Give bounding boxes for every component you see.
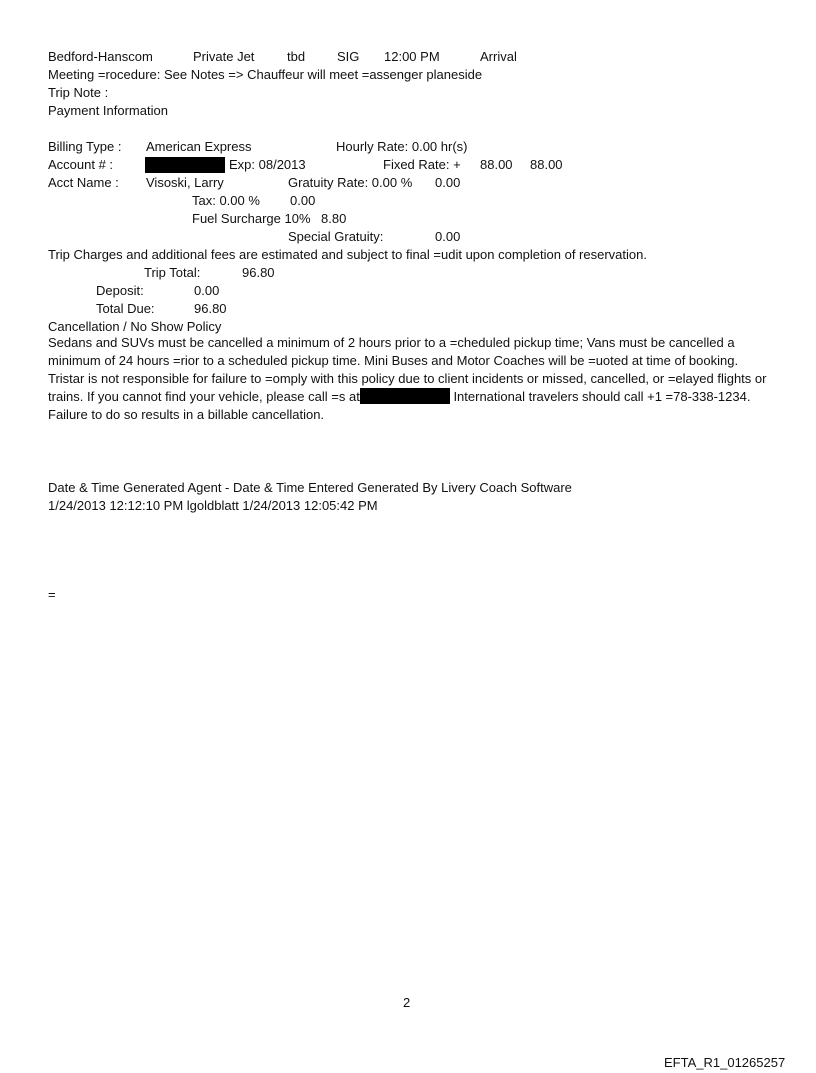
- deposit-label: Deposit:: [96, 283, 144, 298]
- gratuity-amount: 0.00: [435, 175, 461, 190]
- trip-flight: tbd: [287, 49, 306, 64]
- document-id: EFTA_R1_01265257: [664, 1055, 786, 1070]
- trip-time: 12:00 PM: [384, 49, 440, 64]
- generated-values: 1/24/2013 12:12:10 PM lgoldblatt 1/24/2013 12:05:42 PM: [48, 498, 378, 513]
- payment-info-label: Payment Information: [48, 103, 168, 118]
- account-label: Account # :: [48, 157, 114, 172]
- billing-type-value: American Express: [146, 139, 252, 154]
- special-gratuity-label: Special Gratuity:: [288, 229, 384, 244]
- trip-type: Arrival: [480, 49, 517, 64]
- tax-amount: 0.00: [290, 193, 316, 208]
- policy-text-after: International travelers should call +1 =78-338-1234. Failure to do so results in a billable cancellation.: [48, 389, 751, 422]
- policy-text: [48, 334, 776, 424]
- policy-text-before: Sedans and SUVs must be cancelled a minimum of 2 hours prior to a =cheduled pickup time; Vans must be cancelled a minimum of 24 hours =rior to a scheduled pickup time. Mini Buses and Motor Coaches will be =uoted at time of booking. Tristar is not responsible for failure to =omply with this policy due to client incidents or missed, cancelled, or =elayed flights or trains. If you cannot find your vehicle, please call =s at: [48, 335, 767, 404]
- acct-name-value: Visoski, Larry: [146, 175, 224, 190]
- deposit-value: 0.00: [194, 283, 220, 298]
- acct-name-label: Acct Name :: [48, 175, 119, 190]
- gratuity-rate: Gratuity Rate: 0.00 %: [288, 175, 413, 190]
- generated-header: Date & Time Generated Agent - Date & Time Entered Generated By Livery Coach Software: [48, 480, 572, 495]
- trip-vehicle: Private Jet: [193, 49, 255, 64]
- policy-title: Cancellation / No Show Policy: [48, 319, 222, 334]
- hourly-rate: Hourly Rate: 0.00 hr(s): [336, 139, 468, 154]
- billing-type-label: Billing Type :: [48, 139, 122, 154]
- fuel-amount: 8.80: [321, 211, 347, 226]
- trip-total-label: Trip Total:: [144, 265, 201, 280]
- total-due-value: 96.80: [194, 301, 227, 316]
- tax-rate: Tax: 0.00 %: [192, 193, 260, 208]
- page-number: 2: [403, 995, 411, 1010]
- fixed-rate-value: 88.00: [480, 157, 513, 172]
- fuel-surcharge: Fuel Surcharge 10%: [192, 211, 311, 226]
- trip-location: Bedford-Hanscom: [48, 49, 153, 64]
- charges-note: Trip Charges and additional fees are estimated and subject to final =udit upon completion of reservation.: [48, 247, 647, 262]
- trip-note-label: Trip Note :: [48, 85, 109, 100]
- redacted-phone-number: [360, 388, 450, 404]
- expiration-date: Exp: 08/2013: [229, 157, 306, 172]
- total-due-label: Total Due:: [96, 301, 155, 316]
- trip-total-value: 96.80: [242, 265, 275, 280]
- meeting-procedure: Meeting =rocedure: See Notes => Chauffeur will meet =assenger planeside: [48, 67, 483, 82]
- trip-fbo: SIG: [337, 49, 360, 64]
- fixed-rate-total: 88.00: [530, 157, 563, 172]
- special-gratuity-amount: 0.00: [435, 229, 461, 244]
- stray-character: =: [48, 587, 56, 602]
- fixed-rate-label: Fixed Rate: +: [383, 157, 461, 172]
- redacted-account-number: [145, 157, 225, 173]
